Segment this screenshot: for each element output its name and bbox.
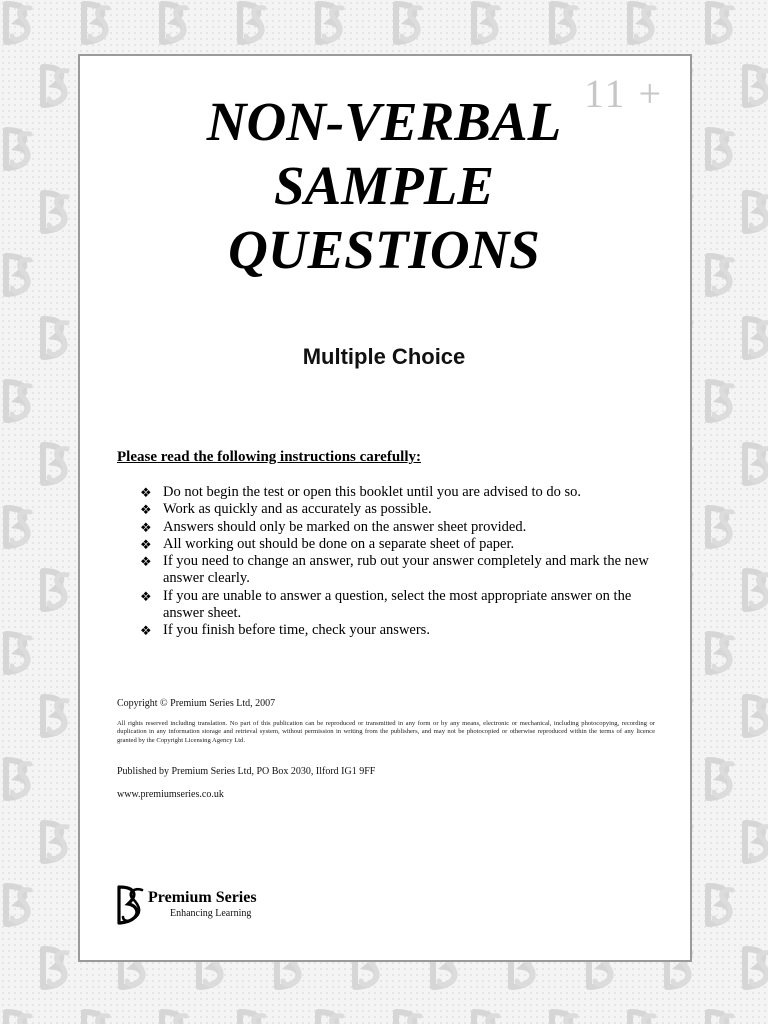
instruction-text: All working out should be done on a separate sheet of paper. [163, 535, 515, 552]
list-item [140, 519, 670, 536]
list-item [140, 484, 670, 501]
four-diamond-bullet-icon: ❖ [140, 588, 152, 604]
list-item [140, 536, 670, 553]
instruction-text: If you need to change an answer, rub out your answer completely and mark the new answer clearly. [163, 553, 649, 587]
four-diamond-bullet-icon: ❖ [140, 536, 152, 552]
instruction-text: If you are unable to answer a question, select the most appropriate answer on the answer sheet. [163, 587, 632, 622]
brand-tagline: Enhancing Learning [170, 908, 252, 919]
four-diamond-bullet-icon: ❖ [140, 623, 152, 639]
title-line-2: SAMPLE [273, 155, 495, 216]
list-item [140, 501, 670, 518]
four-diamond-bullet-icon: ❖ [140, 519, 152, 535]
four-diamond-bullet-icon: ❖ [140, 502, 152, 518]
brand-name: Premium Series [148, 889, 257, 906]
instruction-text: Answers should only be marked on the answer sheet provided. [163, 518, 527, 535]
publisher-address: Published by Premium Series Ltd, PO Box 2030, Ilford IG1 9FF [117, 766, 376, 777]
four-diamond-bullet-icon: ❖ [140, 554, 152, 570]
rights-notice: All rights reserved including translation. No part of this publication can be reproduced or transmitted in any form or by any means, electronic or mechanical, including photocopying, recording or duplication in any information storage and retrieval system, without permission in writing from the publishers, and may not be photocopied or otherwise reproduced within the terms of any licence granted by the Copyright Licensing Agency Ltd. [117, 720, 655, 744]
instructions-heading: Please read the following instructions carefully: [117, 449, 421, 465]
four-diamond-bullet-icon: ❖ [140, 485, 152, 500]
instruction-text: Work as quickly and as accurately as possible. [163, 501, 432, 518]
page-title [0, 90, 768, 282]
grade-label: 11 + [584, 71, 664, 116]
subtitle: Multiple Choice [302, 344, 466, 369]
bs-monogram-icon [114, 884, 146, 926]
list-item [140, 553, 670, 588]
list-item [140, 588, 670, 623]
instruction-text: If you finish before time, check your answers. [163, 622, 430, 639]
instruction-text: Do not begin the test or open this booklet until you are advised to do so. [163, 484, 582, 500]
publisher-logo [114, 884, 294, 930]
copyright-notice: Copyright © Premium Series Ltd, 2007 [117, 698, 276, 709]
instructions-list [140, 484, 670, 640]
list-item [140, 622, 670, 639]
title-line-1: NON-VERBAL [206, 91, 562, 152]
title-line-3: QUESTIONS [228, 219, 540, 280]
website-url: www.premiumseries.co.uk [117, 789, 224, 800]
